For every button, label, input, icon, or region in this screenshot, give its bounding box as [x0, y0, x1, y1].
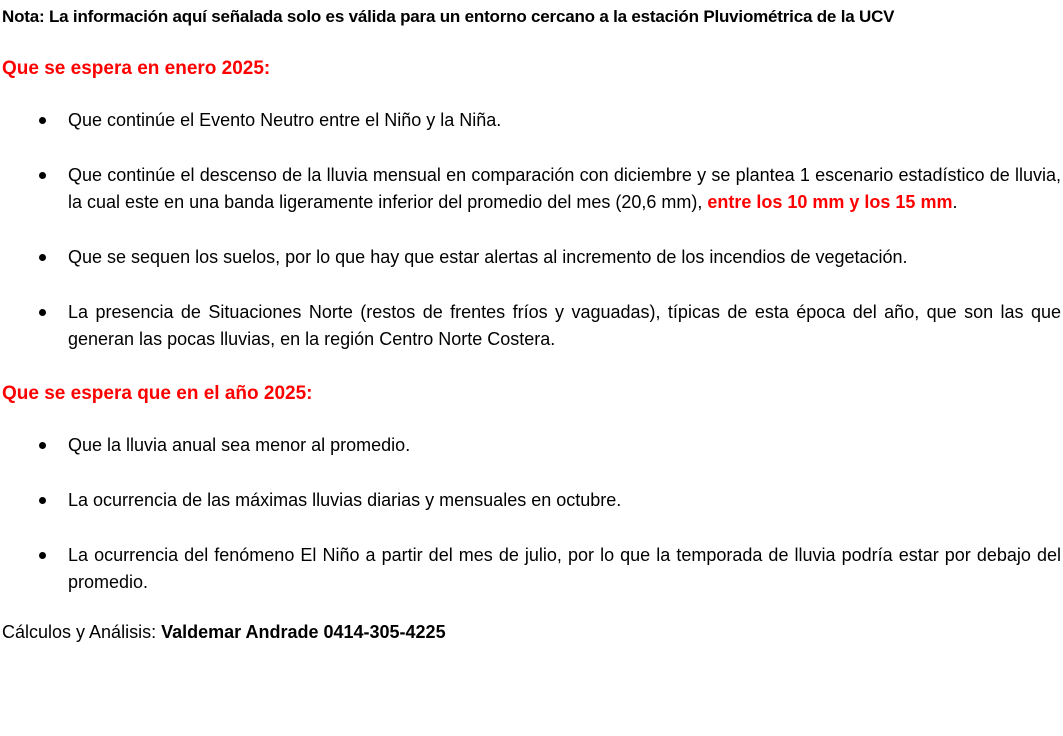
text-run: Que se sequen los suelos, por lo que hay que estar alertas al incremento de los incendios de vegetación. [68, 247, 908, 267]
list-item [2, 107, 1063, 134]
list-item [2, 244, 1063, 271]
list-item [2, 162, 1063, 216]
bullet-list-ano-2025 [2, 432, 1063, 596]
text-run: La presencia de Situaciones Norte (restos de frentes fríos y vaguadas), típicas de esta época del año, que son las que generan las pocas lluvias, en la región Centro Norte Costera. [68, 302, 1061, 349]
section-heading-enero-2025: Que se espera en enero 2025: [2, 58, 271, 79]
text-run: La ocurrencia del fenómeno El Niño a partir del mes de julio, por lo que la temporada de lluvia podría estar por debajo del promedio. [68, 545, 1061, 592]
credits-label: Cálculos y Análisis: [2, 622, 162, 642]
note-line: Nota: La información aquí señalada solo es válida para un entorno cercano a la estación Pluviométrica de la UCV [2, 7, 895, 26]
section-heading-ano-2025: Que se espera que en el año 2025: [2, 383, 313, 404]
credits-author-phone: Valdemar Andrade 0414-305-4225 [161, 622, 446, 642]
list-item [2, 432, 1063, 459]
text-run-highlight: entre los 10 mm y los 15 mm [707, 192, 953, 212]
text-run: Que continúe el descenso de la lluvia mensual en comparación con diciembre y se plantea 1 escenario estadístico de lluvia, la cual este en una banda ligeramente inferior del promedio del mes (20,6 mm), [68, 165, 1061, 212]
text-run: Que la lluvia anual sea menor al promedio. [68, 435, 411, 455]
text-run: Que continúe el Evento Neutro entre el Niño y la Niña. [68, 110, 502, 130]
bullet-list-enero-2025 [2, 107, 1063, 353]
list-item [2, 487, 1063, 514]
list-item [2, 299, 1063, 353]
text-run: La ocurrencia de las máximas lluvias diarias y mensuales en octubre. [68, 490, 622, 510]
text-run: . [952, 192, 958, 212]
list-item [2, 542, 1063, 596]
credits-line [2, 620, 1063, 644]
